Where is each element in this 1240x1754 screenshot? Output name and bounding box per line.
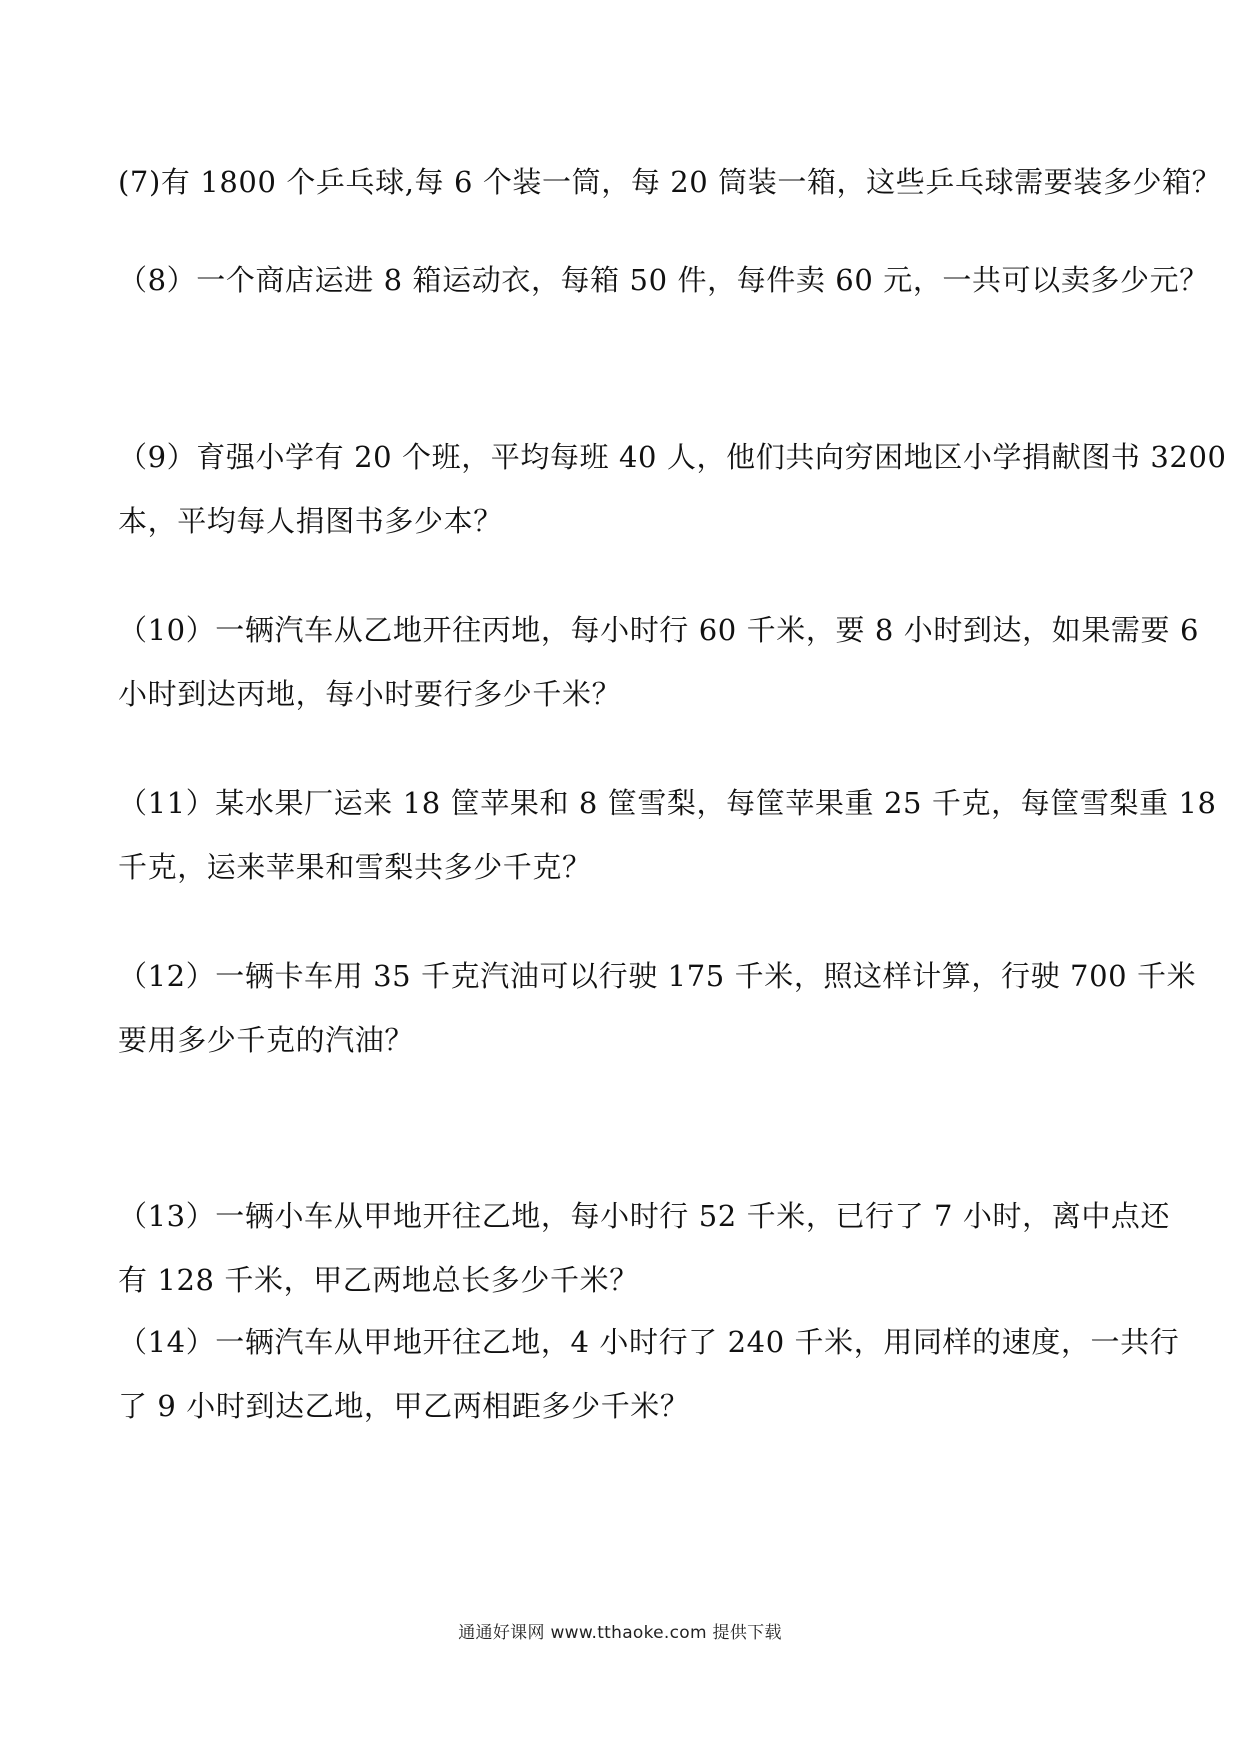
question-line: (7)有 1800 个乒乓球,每 6 个装一筒，每 20 筒装一箱，这些乒乓球需要装多少箱？ bbox=[118, 165, 1222, 199]
question-line: （11）某水果厂运来 18 筐苹果和 8 筐雪梨，每筐苹果重 25 千克，每筐雪梨重 18 bbox=[118, 786, 1217, 820]
question-10 bbox=[118, 598, 1199, 726]
question-line: （8）一个商店运进 8 箱运动衣，每箱 50 件，每件卖 60 元，一共可以卖多少元？ bbox=[118, 263, 1209, 297]
question-line: 了 9 小时到达乙地，甲乙两相距多少千米？ bbox=[118, 1389, 690, 1423]
question-9 bbox=[118, 425, 1227, 553]
question-11 bbox=[118, 771, 1217, 899]
question-line: （10）一辆汽车从乙地开往丙地，每小时行 60 千米，要 8 小时到达，如果需要 6 bbox=[118, 613, 1199, 647]
question-line: 千克，运来苹果和雪梨共多少千克？ bbox=[118, 850, 592, 884]
footer-credit: 通通好课网 www.tthaoke.com 提供下载 bbox=[458, 1623, 782, 1643]
question-line: （14）一辆汽车从甲地开往乙地，4 小时行了 240 千米，用同样的速度，一共行 bbox=[118, 1325, 1180, 1359]
question-12 bbox=[118, 944, 1197, 1072]
question-line: 本，平均每人捐图书多少本？ bbox=[118, 504, 503, 538]
question-line: 要用多少千克的汽油？ bbox=[118, 1023, 415, 1057]
question-13 bbox=[118, 1184, 1171, 1312]
question-line: （12）一辆卡车用 35 千克汽油可以行驶 175 千米，照这样计算，行驶 700 千米 bbox=[118, 959, 1197, 993]
question-line: 小时到达丙地，每小时要行多少千米？ bbox=[118, 677, 622, 711]
question-14 bbox=[118, 1310, 1180, 1438]
question-line: （9）育强小学有 20 个班，平均每班 40 人，他们共向穷困地区小学捐献图书 3200 bbox=[118, 440, 1227, 474]
question-line: （13）一辆小车从甲地开往乙地，每小时行 52 千米，已行了 7 小时，离中点还 bbox=[118, 1199, 1171, 1233]
question-8 bbox=[118, 248, 1209, 312]
question-7 bbox=[118, 150, 1222, 214]
question-line: 有 128 千米，甲乙两地总长多少千米？ bbox=[118, 1263, 639, 1297]
